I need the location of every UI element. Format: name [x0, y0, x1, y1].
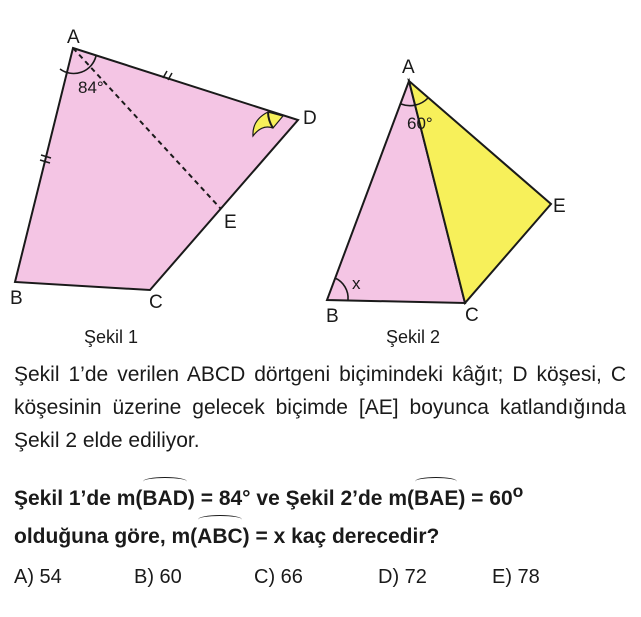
angle-label-60: 60°	[407, 114, 433, 133]
option-e[interactable]: E) 78	[492, 566, 540, 588]
angle-label-84: 84°	[78, 78, 104, 97]
angle-bae: BAE	[414, 480, 458, 518]
question-text-1: Şekil 1’de m(	[14, 487, 143, 510]
question-text-4: olduğuna göre, m(	[14, 525, 198, 548]
quadrilateral-abcd	[15, 48, 298, 290]
angle-bad: BAD	[142, 480, 188, 518]
vertex-label-c-fig2: C	[465, 305, 479, 326]
option-b[interactable]: B) 60	[134, 566, 182, 588]
vertex-label-c-fig1: C	[149, 292, 163, 313]
problem-question	[14, 472, 626, 556]
degree-superscript: o	[512, 481, 524, 501]
vertex-label-e-fig2: E	[553, 196, 566, 217]
option-c[interactable]: C) 66	[254, 566, 303, 588]
answer-options	[14, 566, 634, 590]
question-text-2: ) = 84° ve Şekil 2’de m(	[187, 487, 414, 510]
option-d[interactable]: D) 72	[378, 566, 427, 588]
vertex-label-a-fig2: A	[402, 57, 415, 78]
option-a[interactable]: A) 54	[14, 566, 62, 588]
vertex-label-b-fig1: B	[10, 288, 23, 309]
vertex-label-a-fig1: A	[67, 27, 80, 48]
problem-paragraph: Şekil 1’de verilen ABCD dörtgeni biçimindeki kâğıt; D köşesi, C köşesinin üzerine gelecek biçimde [AE] boyunca katlandığında Şekil 2 elde ediliyor.	[14, 363, 626, 452]
vertex-label-d-fig1: D	[303, 108, 317, 129]
caption-sekil-1: Şekil 1	[84, 327, 139, 347]
angle-label-x: x	[352, 274, 361, 293]
vertex-label-b-fig2: B	[326, 306, 339, 327]
question-text-5: ) = x kaç derecedir?	[242, 525, 440, 548]
question-text-3: ) = 60	[458, 487, 513, 510]
vertex-label-e-fig1: E	[224, 212, 237, 233]
angle-abc: ABC	[197, 518, 243, 556]
caption-sekil-2: Şekil 2	[386, 327, 441, 347]
